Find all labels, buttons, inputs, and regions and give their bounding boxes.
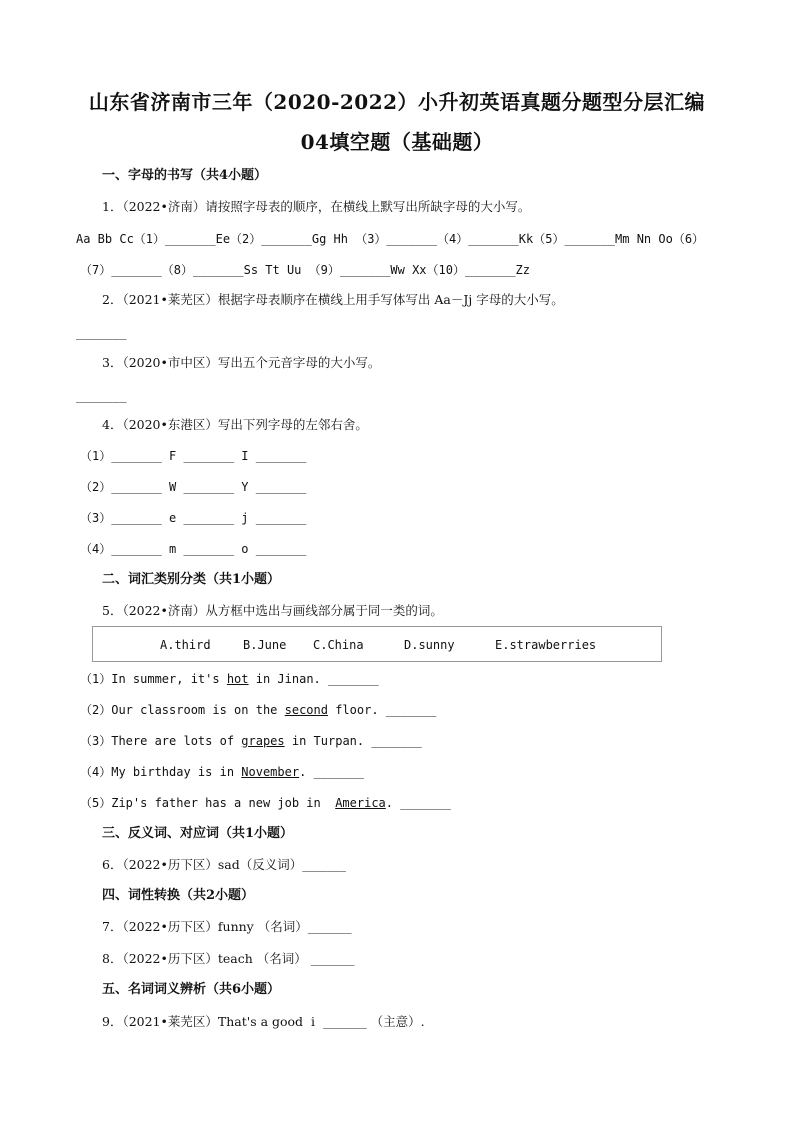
section-heading-letters: 一、字母的书写（共4小题） [102,168,268,183]
question-7: 7．（2022•历下区）funny （名词）_______ [102,919,352,934]
option-c: C.China [313,638,364,652]
underlined-word: November [241,765,300,779]
item-text-after: in Jinan. _______ [248,672,379,686]
question-1-row-1: Aa Bb Cc（1）_______Ee（2）_______Gg Hh （3）_______（4）_______Kk（5）_______Mm Nn Oo（6） [76,232,705,246]
underlined-word: hot [226,672,249,686]
item-text-after: in Turpan. _______ [284,734,422,748]
question-4-row: （4）_______ m _______ o _______ [80,542,307,556]
question-5-item [80,764,364,780]
question-9: 9．（2021•莱芜区）That's a good i _______ （主意）. [102,1014,425,1029]
question-1-row-2: （7）_______（8）_______Ss Tt Uu （9）_______Ww Xx（10）_______Zz [80,263,531,277]
item-text-after: . _______ [385,796,451,810]
question-4-row: （1）_______ F _______ I _______ [80,449,307,463]
question-3-blank[interactable]: _______ [76,389,127,403]
item-text-after: floor. _______ [327,703,437,717]
document-subtitle: 04填空题（基础题） [300,130,494,154]
item-text-after: . _______ [299,765,365,779]
question-4-row: （3）_______ e _______ j _______ [80,511,307,525]
question-4-row: （2）_______ W _______ Y _______ [80,480,307,494]
question-5-item [80,733,422,749]
question-1: 1．（2022•济南）请按照字母表的顺序，在横线上默写出所缺字母的大小写。 [102,199,531,214]
question-5: 5．（2022•济南）从方框中选出与画线部分属于同一类的词。 [102,603,443,618]
item-text-before: （4）My birthday is in [80,765,242,779]
question-5-item [80,702,436,718]
item-text-before: （5）Zip's father has a new job in [80,796,336,810]
question-5-item [80,671,379,687]
question-3: 3．（2020•市中区）写出五个元音字母的大小写。 [102,355,381,370]
option-a: A.third [160,638,211,652]
item-text-before: （3）There are lots of [80,734,242,748]
question-4: 4．（2020•东港区）写出下列字母的左邻右舍。 [102,417,368,432]
item-text-before: （1）In summer, it's [80,672,227,686]
section-heading-categories: 二、词汇类别分类（共1小题） [102,572,281,587]
option-b: B.June [243,638,287,652]
section-heading-word-forms: 四、词性转换（共2小题） [102,888,255,903]
item-text-before: （2）Our classroom is on the [80,703,285,717]
section-heading-antonyms: 三、反义词、对应词（共1小题） [102,826,294,841]
option-e: E.strawberries [495,638,597,652]
question-2-blank[interactable]: _______ [76,326,127,340]
question-8: 8．（2022•历下区）teach （名词） _______ [102,951,355,966]
underlined-word: America [335,796,386,810]
question-6: 6．（2022•历下区）sad（反义词）_______ [102,857,347,872]
section-heading-noun-meanings: 五、名词词义辨析（共6小题） [102,982,281,997]
document-title: 山东省济南市三年（2020-2022）小升初英语真题分题型分层汇编 [88,90,706,114]
underlined-word: grapes [241,734,285,748]
question-2: 2．（2021•莱芜区）根据字母表顺序在横线上用手写体写出 Aa－Jj 字母的大小写。 [102,292,564,307]
question-5-item [80,795,451,811]
option-d: D.sunny [404,638,455,652]
underlined-word: second [284,703,328,717]
